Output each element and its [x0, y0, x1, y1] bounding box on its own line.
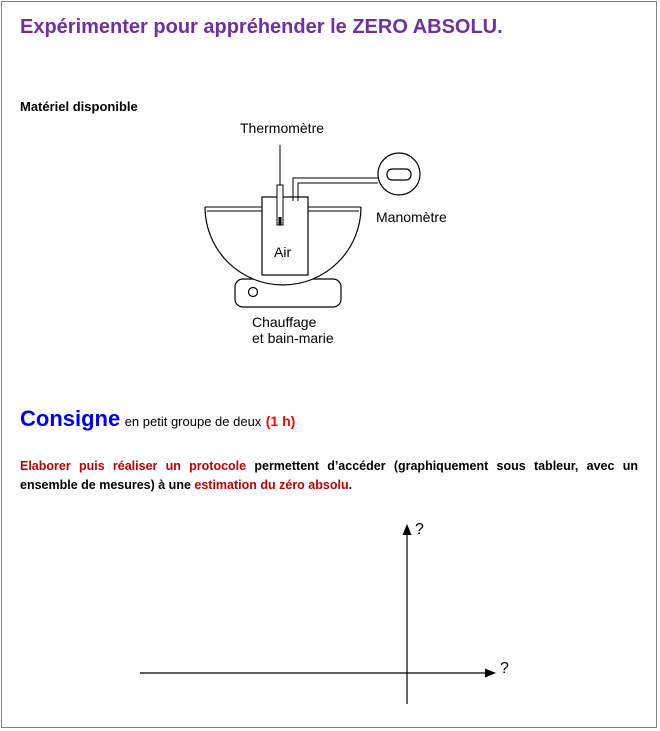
x-axis-label: ? — [500, 660, 509, 677]
consigne-heading — [20, 406, 295, 432]
consigne-subtitle: en petit groupe de deux — [124, 414, 262, 429]
heating-label-line2: et bain-marie — [252, 330, 334, 346]
consigne-word: Consigne — [20, 406, 121, 431]
air-flask — [262, 197, 308, 275]
instructions-part3: estimation du zéro absolu — [194, 478, 349, 492]
instructions-paragraph — [20, 457, 638, 495]
y-axis-arrow — [403, 524, 412, 535]
instructions-part2: permettent d’accéder (graphiquement sous tableur, avec un ensemble de mesures) à une — [20, 459, 638, 492]
apparatus-diagram — [195, 115, 465, 355]
manometer-display — [387, 169, 411, 180]
thermometer-label: Thermomètre — [240, 120, 325, 136]
empty-graph — [130, 518, 530, 708]
instructions-part1: Elaborer puis réaliser un protocole — [20, 459, 247, 473]
apparatus-drawing — [195, 115, 465, 355]
heating-label-line1: Chauffage — [252, 314, 317, 330]
material-heading: Matériel disponible — [20, 99, 138, 114]
y-axis-label: ? — [415, 521, 424, 538]
air-label: Air — [274, 244, 292, 260]
manometer-tube-inner — [298, 183, 378, 201]
x-axis-arrow — [485, 669, 496, 678]
heater-knob — [249, 288, 258, 297]
manometer-label: Manomètre — [376, 209, 447, 225]
instructions-part4: . — [348, 478, 353, 492]
graph-axes — [130, 518, 530, 708]
thermometer-bulb — [279, 217, 282, 225]
page-title: Expérimenter pour appréhender le ZERO ABSOLU. — [20, 16, 503, 38]
consigne-duration: (1 h) — [265, 413, 296, 429]
